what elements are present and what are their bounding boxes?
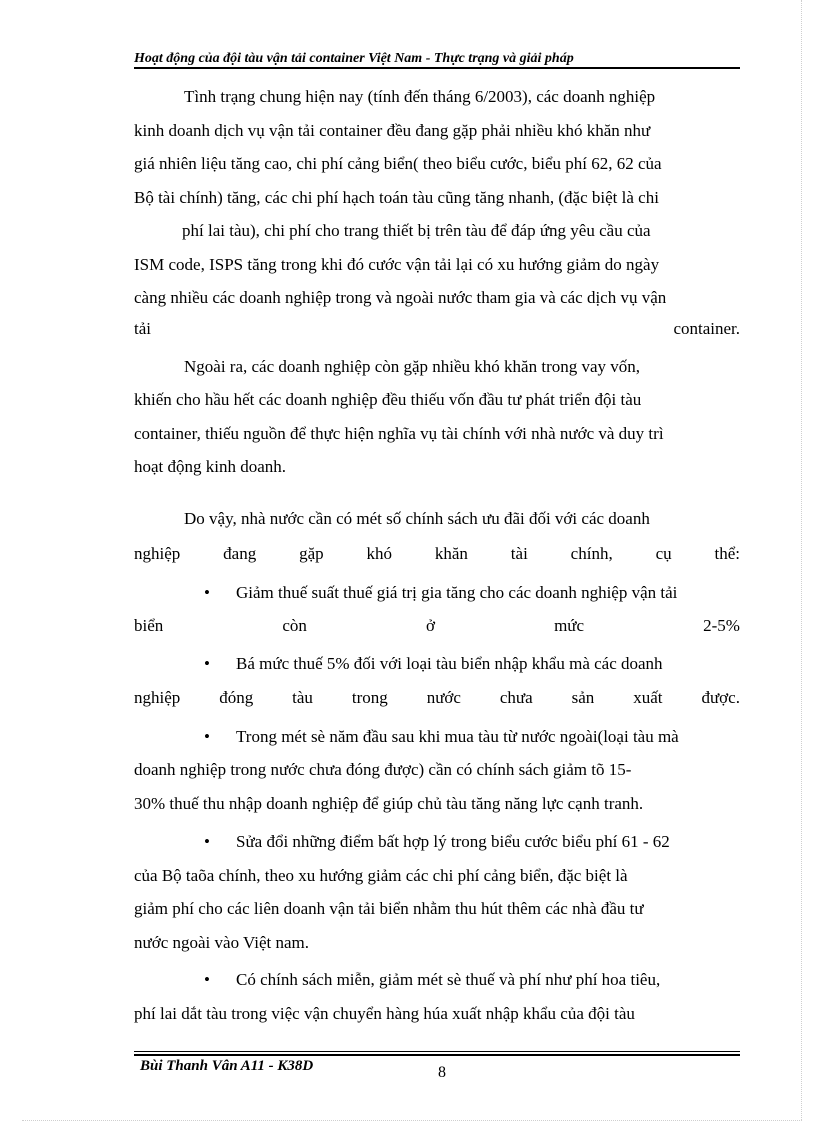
word: biển [134,616,164,635]
p2-line-3: hoạt động kinh doanh. [134,457,287,476]
bullet-icon: • [204,654,210,673]
word: tải [134,319,151,338]
word: nghiệp [134,688,181,707]
word: được. [701,688,740,707]
p3-line-0: Do vậy, nhà nước cần có mét số chính sách ưu đãi đối với các doanh [184,509,650,528]
b3-line-2: 30% thuế thu nhập doanh nghiệp để giúp chủ tàu tăng năng lực cạnh tranh. [134,794,644,813]
word: nước [426,688,461,707]
word: còn [282,616,307,635]
page-border-bottom [22,1120,802,1121]
p3-line-1 [134,543,740,565]
bullet-text: Giảm thuế suất thuế giá trị gia tăng cho các doanh nghiệp vận tải [236,583,678,602]
b4-line-1: của Bộ taõa chính, theo xu hướng giảm các chi phí cảng biển, đặc biệt là [134,866,628,885]
footer-rule [134,1051,740,1052]
p1-line-5: ISM code, ISPS tăng trong khi đó cước vận tải lại có xu hướng giảm do ngày [134,255,660,274]
word: khó [366,544,392,563]
page-border-right [801,0,802,1120]
p2-line-1: khiến cho hầu hết các doanh nghiệp đều thiếu vốn đầu tư phát triển đội tàu [134,390,642,409]
word: 2-5% [703,616,740,635]
bullet-icon: • [204,583,210,602]
p1-line-7 [134,318,740,340]
p2-line-2: container, thiếu nguồn để thực hiện nghĩa vụ tài chính với nhà nước và duy trì [134,424,664,443]
bullet-text: Bá mức thuế 5% đối với loại tàu biển nhập khẩu mà các doanh [236,654,663,673]
p1-line-1: kinh doanh dịch vụ vận tải container đều đang gặp phải nhiều khó khăn như [134,121,651,140]
word: gặp [299,544,324,563]
b1-line-1 [134,615,740,637]
word: sản [571,688,595,707]
word: tài [510,544,528,563]
b3-line-1: doanh nghiệp trong nước chưa đóng được) cần có chính sách giảm tõ 15- [134,760,632,779]
bullet-icon: • [204,727,210,746]
running-header: Hoạt động của đội tàu vận tải container Việt Nam - Thực trạng và giải pháp [134,51,574,66]
bullet-icon: • [204,832,210,851]
word: đóng [219,688,254,707]
word: container. [673,319,740,338]
b1-line-0 [134,582,740,604]
bullet-text: Trong mét sè năm đầu sau khi mua tàu từ nước ngoài(loại tàu mà [236,727,679,746]
word: thể: [714,544,740,563]
word: trong [351,688,388,707]
b5-line-1: phí lai dắt tàu trong việc vận chuyển hàng húa xuất nhập khẩu của đội tàu [134,1004,635,1023]
b4-line-2: giảm phí cho các liên doanh vận tải biển nhằm thu hút thêm các nhà đầu tư [134,899,644,918]
b2-line-0 [134,653,740,675]
footer-author: Bùi Thanh Vân A11 - K38D [140,1058,314,1074]
bullet-icon: • [204,970,210,989]
word: ở [425,616,435,635]
p1-line-3: Bộ tài chính) tăng, các chi phí hạch toán tàu cũng tăng nhanh, (đặc biệt là chi [134,188,659,207]
word: mức [554,616,585,635]
p1-line-6: càng nhiều các doanh nghiệp trong và ngoài nước tham gia và các dịch vụ vận [134,288,667,307]
p1-line-2: giá nhiên liệu tăng cao, chi phí cảng biển( theo biểu cước, biểu phí 62, 62 của [134,154,662,173]
footer-rule-thick [134,1054,740,1056]
bullet-text: Sửa đổi những điểm bất hợp lý trong biểu cước biểu phí 61 - 62 [236,832,670,851]
word: đang [223,544,257,563]
b3-line-0 [134,726,740,748]
header-rule [134,67,740,69]
word: nghiệp [134,544,181,563]
word: khăn [434,544,468,563]
page-number: 8 [438,1064,446,1081]
p1-line-0: Tình trạng chung hiện nay (tính đến tháng 6/2003), các doanh nghiệp [184,87,656,106]
word: xuất [633,688,663,707]
b2-line-1 [134,687,740,709]
p2-line-0: Ngoài ra, các doanh nghiệp còn gặp nhiều khó khăn trong vay vốn, [184,357,641,376]
b4-line-0 [134,831,740,853]
word: tàu [292,688,313,707]
b5-line-0 [134,969,740,991]
word: chưa [499,688,533,707]
b4-line-3: nước ngoài vào Việt nam. [134,933,310,952]
bullet-text: Có chính sách miễn, giảm mét sè thuế và phí như phí hoa tiêu, [236,970,661,989]
word: cụ [655,544,672,563]
word: chính, [570,544,613,563]
p1-line-4: phí lai tàu), chi phí cho trang thiết bị trên tàu để đáp ứng yêu cầu của [182,221,651,240]
